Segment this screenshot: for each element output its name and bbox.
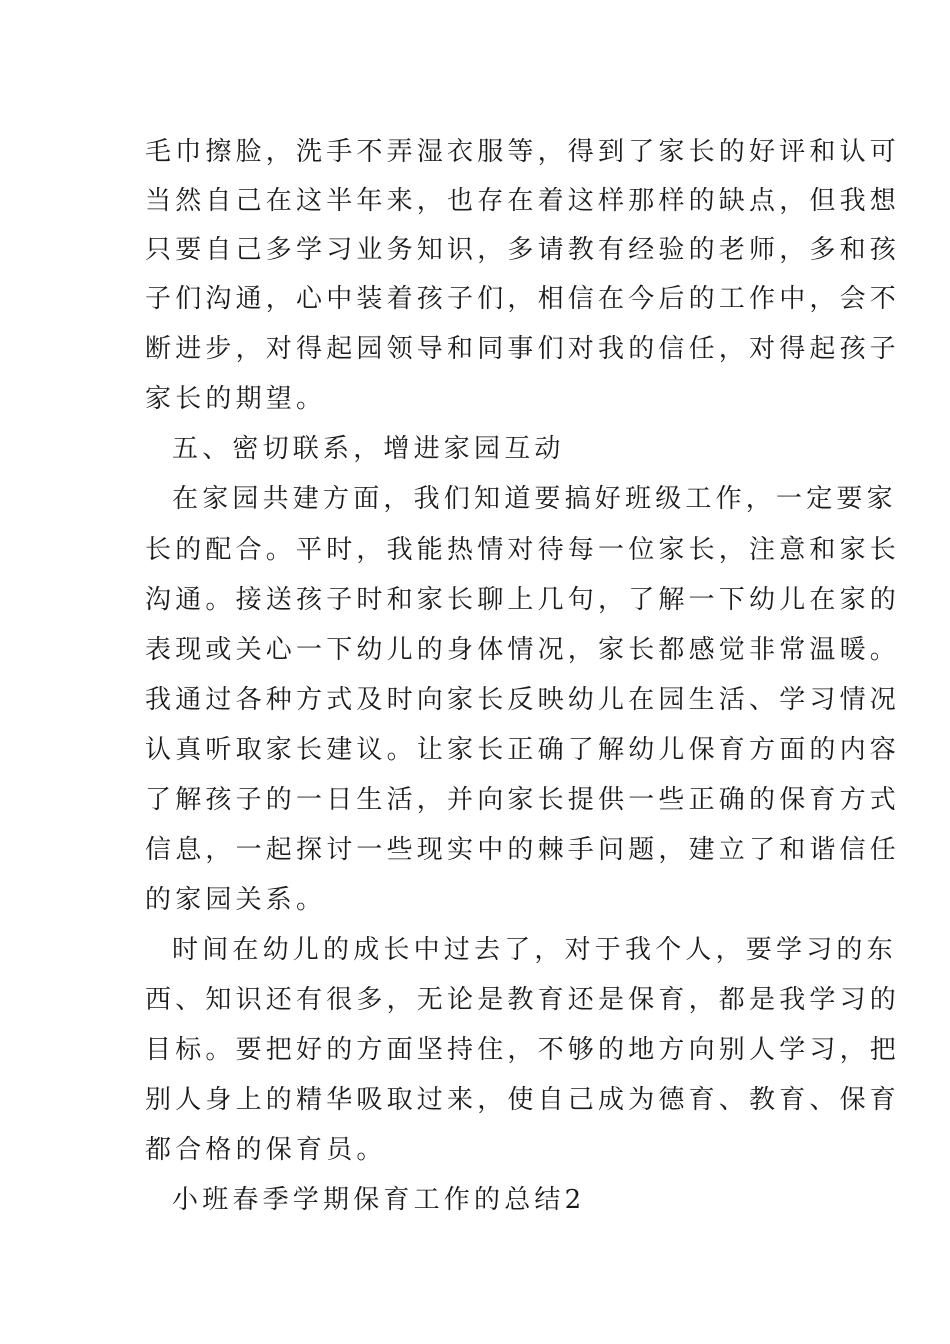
paragraph-line: 了解孩子的一日生活，并向家长提供一些正确的保育方式: [145, 785, 901, 815]
paragraph-line: 我通过各种方式及时向家长反映幼儿在园生活、学习情况: [145, 685, 901, 715]
paragraph-line: 都合格的保育员。: [145, 1135, 387, 1165]
paragraph-line: 当然自己在这半年来，也存在着这样那样的缺点，但我想: [145, 186, 901, 216]
section-heading: 五、密切联系，增进家园互动: [172, 434, 565, 464]
paragraph-line: 别人身上的精华吸取过来，使自己成为德育、教育、保育: [145, 1085, 901, 1115]
paragraph-line: 长的配合。平时，我能热情对待每一位家长，注意和家长: [145, 535, 901, 565]
paragraph-line: 在家园共建方面，我们知道要搞好班级工作，一定要家: [172, 484, 897, 514]
paragraph-line: 家长的期望。: [145, 384, 327, 414]
paragraph-line: 毛巾擦脸，洗手不弄湿衣服等，得到了家长的好评和认可: [145, 137, 901, 167]
paragraph-line: 的家园关系。: [145, 885, 327, 915]
paragraph-line: 沟通。接送孩子时和家长聊上几句，了解一下幼儿在家的: [145, 585, 901, 615]
paragraph-line: 表现或关心一下幼儿的身体情况，家长都感觉非常温暖。: [145, 635, 901, 665]
paragraph-line: 断进步，对得起园领导和同事们对我的信任，对得起孩子: [145, 334, 901, 364]
paragraph-line: 西、知识还有很多，无论是教育还是保育，都是我学习的: [145, 985, 901, 1015]
section-title: 小班春季学期保育工作的总结2: [172, 1185, 586, 1215]
paragraph-line: 信息，一起探讨一些现实中的棘手问题，建立了和谐信任: [145, 835, 901, 865]
paragraph-line: 只要自己多学习业务知识，多请教有经验的老师，多和孩: [145, 235, 901, 265]
paragraph-line: 认真听取家长建议。让家长正确了解幼儿保育方面的内容: [145, 735, 901, 765]
paragraph-line: 目标。要把好的方面坚持住，不够的地方向别人学习，把: [145, 1035, 901, 1065]
paragraph-line: 时间在幼儿的成长中过去了，对于我个人，要学习的东: [172, 935, 897, 965]
paragraph-line: 子们沟通，心中装着孩子们，相信在今后的工作中，会不: [145, 284, 901, 314]
